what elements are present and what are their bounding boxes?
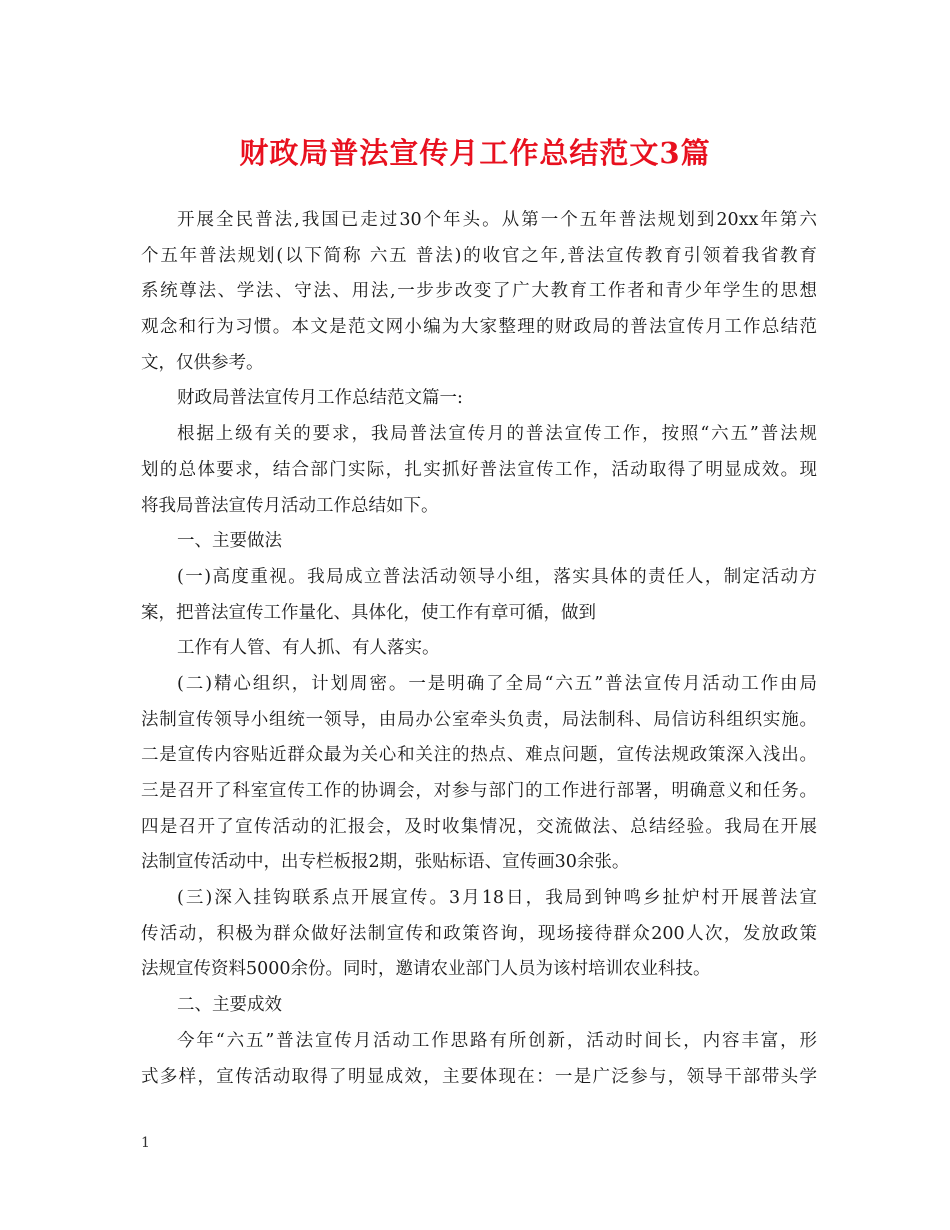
- paragraph-line: 式多样，宣传活动取得了明显成效，主要体现在：一是广泛参与，领导干部带头学: [141, 1066, 817, 1087]
- paragraph-line: 二是宣传内容贴近群众最为关心和关注的热点、难点问题，宣传法规政策深入浅出。: [141, 745, 817, 766]
- section-heading: 二、主要成效: [177, 995, 282, 1016]
- paragraph-line: 今年“六五”普法宣传月活动工作思路有所创新，活动时间长，内容丰富，形: [177, 1030, 817, 1051]
- paragraph-line: 案，把普法宣传工作量化、具体化，使工作有章可循，做到: [141, 602, 596, 623]
- paragraph-line: 工作有人管、有人抓、有人落实。: [177, 638, 440, 659]
- paragraph-line: 法制宣传活动中，出专栏板报2期，张贴标语、宣传画30余张。: [141, 852, 630, 873]
- page-number: 1: [141, 1135, 150, 1151]
- paragraph-line: 个五年普法规划(以下简称 六五 普法)的收官之年,普法宣传教育引领着我省教育: [141, 245, 817, 266]
- paragraph-line: (三)深入挂钩联系点开展宣传。3月18日，我局到钟鸣乡扯炉村开展普法宣: [177, 888, 817, 909]
- document-body: [141, 203, 817, 1095]
- paragraph-line: 法规宣传资料5000余份。同时，邀请农业部门人员为该村培训农业科技。: [141, 959, 711, 980]
- section-heading: 一、主要做法: [177, 531, 282, 552]
- paragraph-line: 法制宣传领导小组统一领导，由局办公室牵头负责，局法制科、局信访科组织实施。: [141, 709, 817, 730]
- paragraph-line: 观念和行为习惯。本文是范文网小编为大家整理的财政局的普法宣传月工作总结范: [141, 317, 817, 338]
- paragraph-line: 将我局普法宣传月活动工作总结如下。: [141, 495, 439, 516]
- section-heading: 财政局普法宣传月工作总结范文篇一:: [177, 388, 463, 409]
- paragraph-line: 传活动，积极为群众做好法制宣传和政策咨询，现场接待群众200人次，发放政策: [141, 923, 817, 944]
- paragraph-line: (一)高度重视。我局成立普法活动领导小组，落实具体的责任人，制定活动方: [177, 566, 817, 587]
- paragraph-line: 文，仅供参考。: [141, 352, 264, 373]
- paragraph-line: 三是召开了科室宣传工作的协调会，对参与部门的工作进行部署，明确意义和任务。: [141, 781, 817, 801]
- document-title: 财政局普法宣传月工作总结范文3篇: [239, 136, 711, 170]
- paragraph-line: 开展全民普法,我国已走过30个年头。从第一个五年普法规划到20xx年第六: [177, 210, 817, 230]
- paragraph-line: 四是召开了宣传活动的汇报会，及时收集情况，交流做法、总结经验。我局在开展: [141, 816, 817, 837]
- paragraph-line: 划的总体要求，结合部门实际，扎实抓好普法宣传工作，活动取得了明显成效。现: [141, 459, 817, 480]
- paragraph-line: 系统尊法、学法、守法、用法,一步步改变了广大教育工作者和青少年学生的思想: [141, 281, 817, 302]
- paragraph-line: (二)精心组织，计划周密。一是明确了全局“六五”普法宣传月活动工作由局: [177, 673, 817, 694]
- paragraph-line: 根据上级有关的要求，我局普法宣传月的普法宣传工作，按照“六五”普法规: [177, 424, 817, 445]
